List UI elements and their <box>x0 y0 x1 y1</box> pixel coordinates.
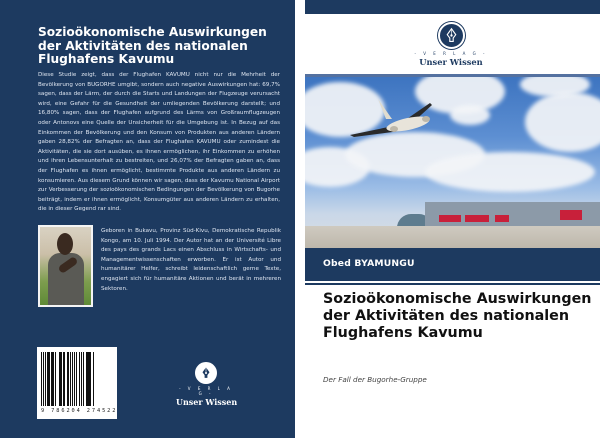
fountain-pen-icon <box>195 362 217 384</box>
author-name: Obed BYAMUNGU <box>323 258 415 269</box>
front-cover-subtitle: Der Fall der Bugorhe-Gruppe <box>323 375 427 384</box>
back-cover-title: Sozioökonomische Auswirkungen der Aktivitäten des nationalen Flughafens Kavumu <box>38 25 267 67</box>
front-top-bar <box>305 0 600 14</box>
front-publisher-logo <box>401 22 501 67</box>
airplane-icon <box>350 97 460 137</box>
publisher-verlag-label: - V E R L A G - <box>414 51 488 56</box>
author-bio: Geboren in Bukavu, Provinz Süd-Kivu, Demokratische Republik Kongo, am 10. Juli 1994. Der Autor hat an der Université Libre des pays des grands Lacs einen Abschluss in Wirtschafts- und Managementwissenschaften erworben. Er ist Autor und humanitärer Helfer, schreibt leidenschaftlich gerne Texte, engagiert sich für humanitäre Aktionen und berät in mehreren Sektoren. <box>101 228 281 292</box>
back-cover-blurb: Diese Studie zeigt, dass der Flughafen KAVUMU nicht nur die Mehrheit der Bevölkerung von BUGORHE umgibt, sondern auch negative Auswirkungen hat: 69,7% sagen, dass der Lärm, der durch die Starts und Landungen der Flugzeuge verursacht wird, eine Gefahr für die Gesundheit der umliegenden Bevölkerung darstellt; und 16,80% sagen, dass der Flughafen aufgrund des Lärms von Großraumflugzeugen oder Antonovs eine Quelle der Unsicherheit für die Umgebung ist. In Bezug auf das Einkommen der Bevölkerung und den Konsum von Produkten aus anderen Ländern gaben 28,82% der Befragten an, dass der Flughafen KAVUMU oder zumindest die Aktivitäten, die sie dort ausüben, es ihnen ermöglichen, ihr Einkommen zu erhöhen und ihren Lebensunterhalt zu bestreiten, und 26,07% der Befragten gaben an, dass der Flughafen es ihnen ermöglicht, bestimmte Produkte aus anderen Ländern zu konsumieren. Aus diesem Grund können wir sagen, dass der Kavumu National Airport zur Verbesserung der sozioökonomischen Bedingungen der Bevölkerung von Bugorhe beiträgt, indem er ihnen ermöglicht, Konsumgüter aus anderen Ländern zu erhalten, die in dieser Gegend rar sind. <box>38 72 280 213</box>
barcode-bars <box>41 352 113 406</box>
back-cover <box>0 0 295 438</box>
front-cover <box>305 0 600 438</box>
back-publisher-logo <box>176 362 236 407</box>
publisher-name: Unser Wissen <box>419 57 483 67</box>
author-divider <box>305 283 600 285</box>
fountain-pen-icon <box>438 22 465 49</box>
front-cover-title: Sozioökonomische Auswirkungen der Aktivitäten des nationalen Flughafens Kavumu <box>323 291 592 341</box>
author-photo <box>38 225 93 307</box>
isbn-barcode <box>37 347 117 419</box>
publisher-verlag-label: - V E R L A G - <box>179 386 233 396</box>
isbn-number: 9 786204 274522 <box>41 408 118 414</box>
author-band <box>305 248 600 281</box>
publisher-name: Unser Wissen <box>176 397 238 407</box>
cover-photo-airport <box>305 77 600 248</box>
